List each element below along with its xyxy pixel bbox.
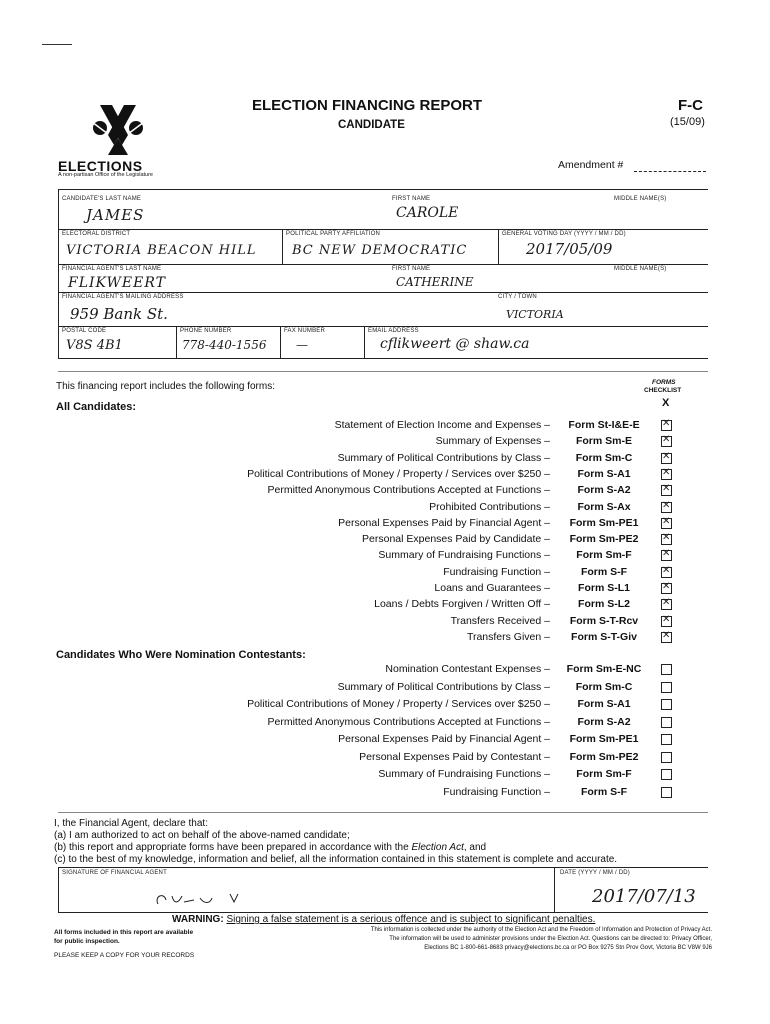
checklist-header-checklist: CHECKLIST [644, 387, 682, 394]
privacy-notice [246, 926, 712, 953]
checklist-checkbox[interactable] [661, 453, 672, 464]
form-description: Summary of Political Contributions by Class – [337, 451, 550, 464]
checklist-row [0, 533, 770, 550]
checklist-checkbox[interactable] [661, 734, 672, 745]
checklist-checkbox[interactable] [661, 599, 672, 610]
agent-last-name-field[interactable]: FLIKWEERT [68, 275, 166, 291]
form-description: Summary of Expenses – [435, 435, 550, 448]
agent-address-field[interactable]: 959 Bank St. [70, 305, 168, 323]
keep-copy-note: PLEASE KEEP A COPY FOR YOUR RECORDS [54, 952, 195, 959]
fax-label: FAX NUMBER [284, 328, 326, 334]
date-field[interactable]: 2017/07/13 [592, 886, 696, 907]
agent-first-name-field[interactable]: CATHERINE [396, 275, 474, 289]
checklist-row [0, 716, 770, 733]
email-label: EMAIL ADDRESS [368, 328, 419, 334]
form-code: Form S-L2 [578, 598, 630, 611]
checklist-row [0, 615, 770, 632]
checklist-checkbox[interactable] [661, 616, 672, 627]
form-description: Political Contributions of Money / Property / Services over $250 – [247, 698, 550, 710]
voting-day-field[interactable]: 2017/05/09 [526, 240, 613, 258]
form-description: Personal Expenses Paid by Financial Agent – [338, 733, 550, 745]
checklist-row [0, 452, 770, 469]
declaration-b-text: (b) this report and appropriate forms have been prepared in accordance with the [54, 842, 409, 853]
checklist-checkbox[interactable] [661, 787, 672, 798]
form-description: Transfers Received – [450, 614, 550, 627]
checklist-checkbox[interactable] [661, 550, 672, 561]
form-code: Form S-F [580, 785, 628, 798]
date-label: DATE (YYYY / MM / DD) [560, 870, 630, 876]
email-field[interactable]: cflikweert @ shaw.ca [380, 336, 530, 352]
form-description: Fundraising Function – [443, 785, 550, 798]
form-code: Form Sm-PE2 [569, 533, 639, 546]
city-label: CITY / TOWN [498, 294, 537, 300]
form-description: Personal Expenses Paid by Contestant – [359, 750, 550, 763]
public-inspection-note [54, 928, 193, 946]
postal-code-field[interactable]: V8S 4B1 [66, 338, 123, 353]
form-code: Form S-A2 [577, 484, 631, 497]
political-party-field[interactable]: BC NEW DEMOCRATIC [292, 243, 468, 258]
page-subtitle: CANDIDATE [338, 119, 405, 131]
declaration-b-suffix: , and [463, 842, 487, 853]
form-description: Statement of Election Income and Expenses – [334, 419, 550, 431]
checklist-checkbox[interactable] [661, 664, 672, 675]
form-description: Fundraising Function – [443, 565, 550, 578]
political-party-label: POLITICAL PARTY AFFILIATION [286, 231, 381, 237]
declaration-b [54, 842, 486, 853]
checklist-row [0, 419, 770, 436]
declaration-a: (a) I am authorized to act on behalf of the above-named candidate; [54, 830, 350, 841]
nomination-heading: Candidates Who Were Nomination Contestants: [56, 649, 306, 661]
agent-first-name-label: FIRST NAME [392, 266, 431, 272]
candidate-middle-name-label: MIDDLE NAME(S) [614, 196, 667, 202]
phone-field[interactable]: 778-440-1556 [182, 338, 267, 352]
checklist-checkbox[interactable] [661, 567, 672, 578]
form-code: Form S-L1 [578, 582, 630, 594]
form-code: Form Sm-C [575, 451, 633, 464]
warning-label: WARNING: [172, 914, 224, 925]
privacy-line-1: This information is collected under the authority of the Election Act and the Freedom of Information and Protection of Privacy Act. [370, 927, 712, 933]
form-code: Form Sm-F [576, 549, 632, 562]
electoral-district-label: ELECTORAL DISTRICT [62, 231, 131, 237]
form-code: Form S-A1 [577, 467, 631, 480]
checklist-intro: This financing report includes the following forms: [56, 381, 275, 392]
checklist-row [0, 663, 770, 680]
declaration-intro: I, the Financial Agent, declare that: [54, 818, 208, 829]
checklist-checkbox[interactable] [661, 752, 672, 763]
postal-code-label: POSTAL CODE [62, 328, 107, 334]
form-description: Personal Expenses Paid by Candidate – [362, 533, 550, 546]
city-field[interactable]: VICTORIA [506, 308, 564, 321]
form-description: Permitted Anonymous Contributions Accepted at Functions – [267, 715, 550, 728]
form-code: Form S-T-Giv [571, 630, 637, 643]
checklist-row [0, 468, 770, 485]
page-title: ELECTION FINANCING REPORT [252, 97, 483, 114]
checklist-checkbox[interactable] [661, 502, 672, 513]
checklist-checkbox[interactable] [661, 534, 672, 545]
agent-middle-name-label: MIDDLE NAME(S) [614, 266, 667, 272]
agent-address-label: FINANCIAL AGENT'S MAILING ADDRESS [62, 294, 184, 300]
form-description: Loans and Guarantees – [434, 582, 550, 594]
warning-banner [172, 914, 595, 925]
declaration-c: (c) to the best of my knowledge, information and belief, all the information contained in this statement is complete and accurate. [54, 854, 618, 865]
form-description: Nomination Contestant Expenses – [385, 663, 550, 675]
scan-mark [42, 44, 72, 45]
checklist-checkbox[interactable] [661, 682, 672, 693]
privacy-line-2: The information will be used to administer provisions under the Election Act. Questions can be directed to: Privacy Officer, [389, 936, 712, 942]
form-code: Form Sm-PE1 [569, 516, 639, 529]
form-code: Form S-A2 [577, 715, 631, 728]
checklist-checkbox[interactable] [661, 632, 672, 643]
checklist-checkbox[interactable] [661, 769, 672, 780]
checklist-row [0, 484, 770, 501]
elections-logo [78, 100, 158, 160]
checklist-row [0, 549, 770, 566]
checklist-header-mark: X [662, 397, 670, 409]
form-code: Form S-Ax [577, 500, 631, 513]
form-code: F-C [678, 97, 703, 114]
privacy-line-3: Elections BC 1-800-661-8683 privacy@elections.bc.ca or PO Box 9275 Stn Prov Govt, Victoria BC V8W 9J6 [424, 945, 712, 951]
candidate-last-name-label: CANDIDATE'S LAST NAME [62, 196, 142, 202]
form-code: Form Sm-PE1 [569, 733, 639, 745]
candidate-first-name-field[interactable]: CAROLE [396, 205, 459, 221]
checklist-row [0, 698, 770, 715]
form-description: Loans / Debts Forgiven / Written Off – [374, 598, 550, 611]
form-description: Personal Expenses Paid by Financial Agent – [338, 516, 550, 529]
checklist-row [0, 435, 770, 452]
declaration-b-act: Election Act [411, 842, 464, 853]
checklist-checkbox[interactable] [661, 583, 672, 594]
form-code: Form S-F [580, 565, 628, 578]
checklist-checkbox[interactable] [661, 420, 672, 431]
all-candidates-heading: All Candidates: [56, 401, 137, 413]
checklist-row [0, 598, 770, 615]
form-description: Transfers Given – [466, 630, 550, 643]
signature-field[interactable] [150, 882, 260, 910]
checklist-row [0, 681, 770, 698]
checklist-row [0, 768, 770, 785]
checklist-checkbox[interactable] [661, 717, 672, 728]
form-code: Form Sm-C [575, 680, 633, 693]
checklist-checkbox[interactable] [661, 469, 672, 480]
org-tagline: A non-partisan Office of the Legislature [58, 172, 153, 178]
checklist-row [0, 751, 770, 768]
form-description: Prohibited Contributions – [429, 500, 550, 513]
form-code: Form S-A1 [577, 698, 631, 710]
form-description: Summary of Fundraising Functions – [378, 549, 550, 562]
checklist-header-forms: FORMS [652, 379, 676, 386]
form-code: Form Sm-F [576, 768, 632, 780]
checklist-row [0, 631, 770, 648]
phone-label: PHONE NUMBER [180, 328, 232, 334]
form-code: Form St-I&E-E [568, 419, 640, 431]
section-divider [58, 371, 708, 372]
amendment-label: Amendment # [558, 159, 624, 171]
candidate-first-name-label: FIRST NAME [392, 196, 431, 202]
org-name: ELECTIONS [58, 158, 143, 174]
checklist-row [0, 501, 770, 518]
form-version: (15/09) [670, 116, 705, 128]
fax-field[interactable]: — [296, 338, 308, 352]
public-inspection-line-1: All forms included in this report are available [54, 929, 194, 936]
form-code: Form Sm-E-NC [566, 663, 642, 675]
checklist-row [0, 733, 770, 750]
form-code: Form S-T-Rcv [569, 614, 639, 627]
checklist-checkbox[interactable] [661, 518, 672, 529]
checklist-checkbox[interactable] [661, 699, 672, 710]
electoral-district-field[interactable]: VICTORIA BEACON HILL [66, 243, 257, 258]
agent-last-name-label: FINANCIAL AGENT'S LAST NAME [62, 266, 162, 272]
section-divider [58, 812, 708, 813]
warning-text: Signing a false statement is a serious offence and is subject to significant penalties. [226, 914, 596, 925]
public-inspection-line-2: for public inspection. [54, 938, 120, 945]
form-description: Summary of Political Contributions by Class – [337, 680, 550, 693]
checklist-checkbox[interactable] [661, 485, 672, 496]
form-code: Form Sm-PE2 [569, 750, 639, 763]
checklist-checkbox[interactable] [661, 436, 672, 447]
form-description: Political Contributions of Money / Property / Services over $250 – [247, 467, 550, 480]
form-description: Permitted Anonymous Contributions Accepted at Functions – [267, 484, 550, 497]
checklist-row [0, 582, 770, 599]
checklist-row [0, 786, 770, 803]
form-description: Summary of Fundraising Functions – [378, 768, 550, 780]
checklist-row [0, 566, 770, 583]
form-code: Form Sm-E [575, 435, 632, 448]
voting-day-label: GENERAL VOTING DAY (YYYY / MM / DD) [502, 231, 626, 237]
checklist-row [0, 517, 770, 534]
amendment-field[interactable] [634, 170, 706, 172]
candidate-last-name-field[interactable]: JAMES [86, 206, 145, 224]
signature-label: SIGNATURE OF FINANCIAL AGENT [62, 870, 167, 876]
